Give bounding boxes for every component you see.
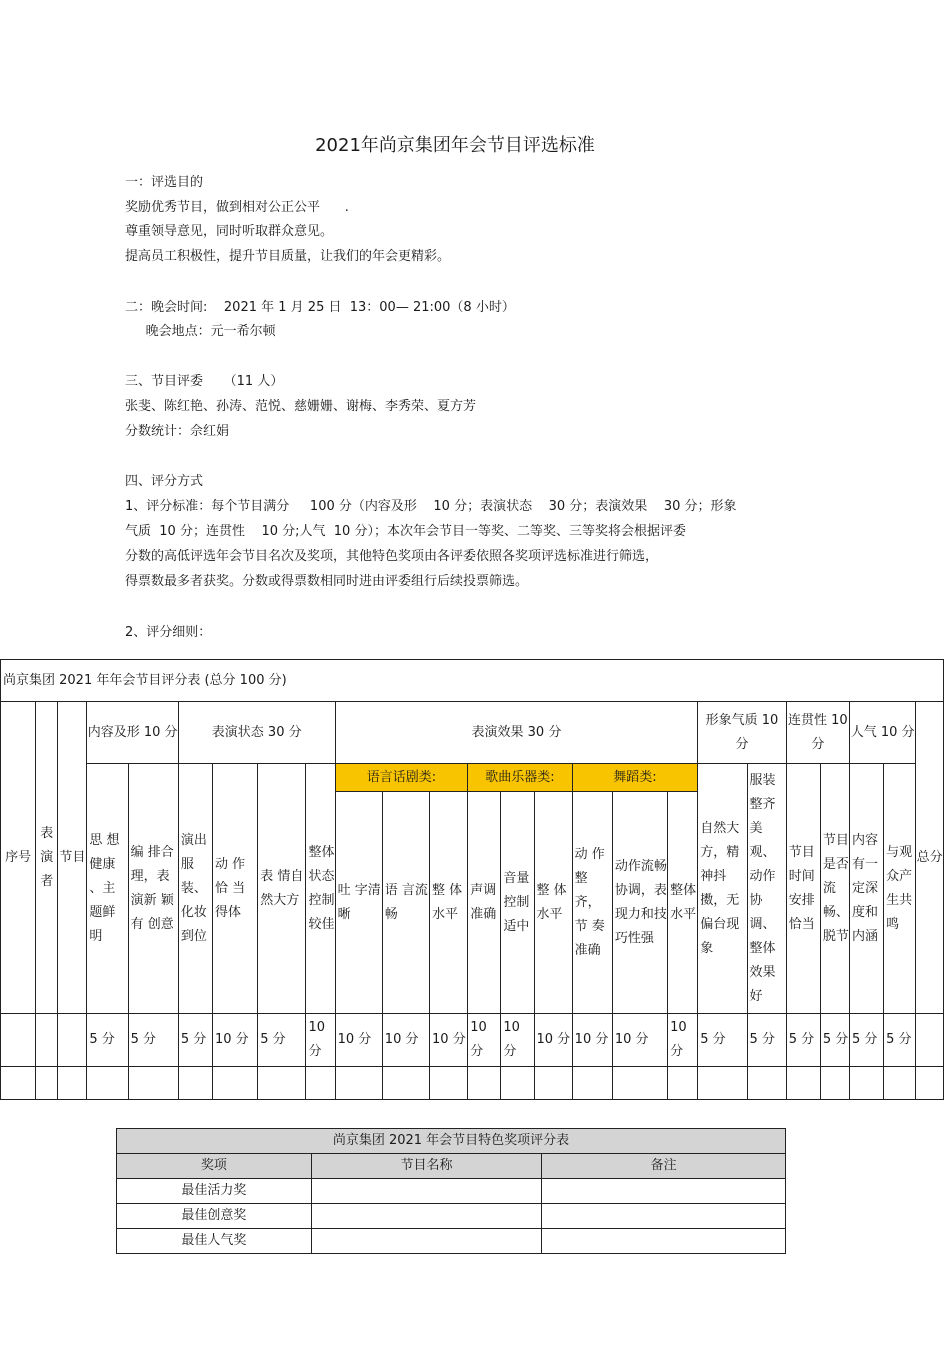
points-2: 5 分 — [128, 1014, 178, 1067]
points-1: 5 分 — [87, 1014, 128, 1067]
section-2-venue: 晚会地点：元一希尔顿 — [125, 324, 276, 339]
criterion-6: 整体状态控制较佳 — [306, 764, 335, 1014]
points-11: 10 分 — [501, 1014, 534, 1067]
awards-header-program: 节目名称 — [311, 1154, 542, 1179]
points-19: 5 分 — [820, 1014, 849, 1067]
points-14: 10 分 — [612, 1014, 667, 1067]
points-5: 5 分 — [258, 1014, 306, 1067]
points-21: 5 分 — [884, 1014, 916, 1067]
award-name: 最佳活力奖 — [117, 1179, 312, 1204]
section-4-line-1: 1、评分标准：每个节目满分 100 分（内容及形 10 分；表演状态 30 分；表演效果 30 分；形象 — [125, 499, 737, 514]
table-row — [117, 1229, 786, 1254]
award-name: 最佳创意奖 — [117, 1204, 312, 1229]
criterion-9: 整 体水平 — [430, 792, 468, 1014]
section-4-line-3: 分数的高低评选年会节目名次及奖项，其他特色奖项由各评委依照各奖项评选标准进行筛选， — [125, 549, 659, 564]
criterion-14: 动作流畅 协调，表现力和技巧性强 — [612, 792, 667, 1014]
criterion-13: 动 作整齐，节 奏准确 — [572, 792, 612, 1014]
award-program-cell[interactable] — [311, 1179, 542, 1204]
table-row — [117, 1179, 786, 1204]
award-program-cell[interactable] — [311, 1204, 542, 1229]
awards-table-title: 尚京集团 2021 年会节目特色奖项评分表 — [117, 1129, 786, 1154]
award-note-cell[interactable] — [542, 1179, 786, 1204]
criterion-20: 内容有一定深度和内涵 — [849, 764, 883, 1014]
criterion-5: 表 情自 然大方 — [258, 764, 306, 1014]
points-18: 5 分 — [786, 1014, 820, 1067]
section-3-heading: 三、节目评委 （11 人） — [125, 374, 284, 389]
points-20: 5 分 — [849, 1014, 883, 1067]
criterion-1: 思 想健康 、主 题鲜明 — [87, 764, 128, 1014]
section-4-line-4: 得票数最多者获奖。分数或得票数相同时进由评委组行后续投票筛选。 — [125, 574, 529, 589]
award-name: 最佳人气奖 — [117, 1229, 312, 1254]
section-4-line-2: 气质 10 分；连贯性 10 分;人气 10 分）；本次年会节目一等奖、二等奖、三等奖将会根据评委 — [125, 524, 686, 539]
criterion-8: 语 言流畅 — [382, 792, 429, 1014]
awards-table — [116, 1128, 786, 1254]
criterion-11: 音量控制适中 — [501, 792, 534, 1014]
col-seq: 序号 — [1, 702, 36, 1014]
points-17: 5 分 — [747, 1014, 786, 1067]
col-total: 总分 — [916, 702, 944, 1014]
criterion-10: 声调准确 — [468, 792, 501, 1014]
award-program-cell[interactable] — [311, 1229, 542, 1254]
criterion-3: 演出服装、化妆到位 — [178, 764, 212, 1014]
score-table — [0, 659, 944, 1100]
score-table-title: 尚京集团 2021 年年会节目评分表 (总分 100 分) — [1, 660, 944, 702]
section-4-line-5: 2、评分细则： — [125, 625, 212, 640]
awards-header-note: 备注 — [542, 1154, 786, 1179]
criterion-19: 节目是否流畅、脱节 — [820, 764, 849, 1014]
criterion-17: 服装整齐美观、动作协调、整体效果好 — [747, 764, 786, 1014]
points-13: 10 分 — [572, 1014, 612, 1067]
subgroup-drama: 语言话剧类: — [335, 764, 468, 792]
subgroup-music: 歌曲乐器类: — [468, 764, 572, 792]
section-3-stats: 分数统计：佘红娟 — [125, 424, 230, 439]
section-1-line-1: 奖励优秀节目，做到相对公正公平 . — [125, 200, 349, 215]
points-15: 10 分 — [668, 1014, 698, 1067]
award-note-cell[interactable] — [542, 1229, 786, 1254]
subgroup-dance: 舞蹈类: — [572, 764, 698, 792]
group-status: 表演状态 30 分 — [178, 702, 335, 764]
points-16: 5 分 — [698, 1014, 747, 1067]
points-10: 10 分 — [468, 1014, 501, 1067]
page-title: 2021年尚京集团年会节目评选标准 — [315, 135, 595, 156]
points-9: 10 分 — [430, 1014, 468, 1067]
group-coherence: 连贯性 10 分 — [786, 702, 849, 764]
points-8: 10 分 — [382, 1014, 429, 1067]
points-6: 10 分 — [306, 1014, 335, 1067]
col-program: 节目 — [58, 702, 87, 1014]
awards-header-award: 奖项 — [117, 1154, 312, 1179]
section-1-line-2: 尊重领导意见，同时听取群众意见。 — [125, 224, 334, 239]
section-3-judges: 张斐、陈红艳、孙涛、范悦、慈姗姗、谢梅、李秀荣、夏方芳 — [125, 399, 477, 414]
criterion-4: 动 作恰 当得体 — [212, 764, 257, 1014]
section-1-heading: 一：评选目的 — [125, 175, 204, 190]
section-1-line-3: 提高员工积极性，提升节目质量，让我们的年会更精彩。 — [125, 249, 451, 264]
points-row — [1, 1014, 944, 1067]
criterion-15: 整体水平 — [668, 792, 698, 1014]
criterion-12: 整 体水平 — [534, 792, 572, 1014]
section-4-heading: 四、评分方式 — [125, 474, 204, 489]
criterion-18: 节目时间安排恰当 — [786, 764, 820, 1014]
award-note-cell[interactable] — [542, 1204, 786, 1229]
empty-score-row — [1, 1067, 944, 1100]
group-image: 形象气质 10 分 — [698, 702, 786, 764]
criterion-16: 自然大方，精神抖擞，无偏台现象 — [698, 764, 747, 1014]
group-effect: 表演效果 30 分 — [335, 702, 698, 764]
group-content: 内容及形 10 分 — [87, 702, 178, 764]
section-2-time: 二：晚会时间: 2021 年 1 月 25 日 13：00— 21:00（8 小时） — [125, 300, 515, 315]
col-performer: 表演者 — [36, 702, 58, 1014]
table-row — [117, 1204, 786, 1229]
criterion-7: 吐 字清晰 — [335, 792, 382, 1014]
criterion-21: 与观众产生共鸣 — [884, 764, 916, 1014]
points-7: 10 分 — [335, 1014, 382, 1067]
group-popularity: 人气 10 分 — [849, 702, 915, 764]
points-4: 10 分 — [212, 1014, 257, 1067]
points-12: 10 分 — [534, 1014, 572, 1067]
points-3: 5 分 — [178, 1014, 212, 1067]
criterion-2: 编 排合理，表 演新 颖有 创意 — [128, 764, 178, 1014]
